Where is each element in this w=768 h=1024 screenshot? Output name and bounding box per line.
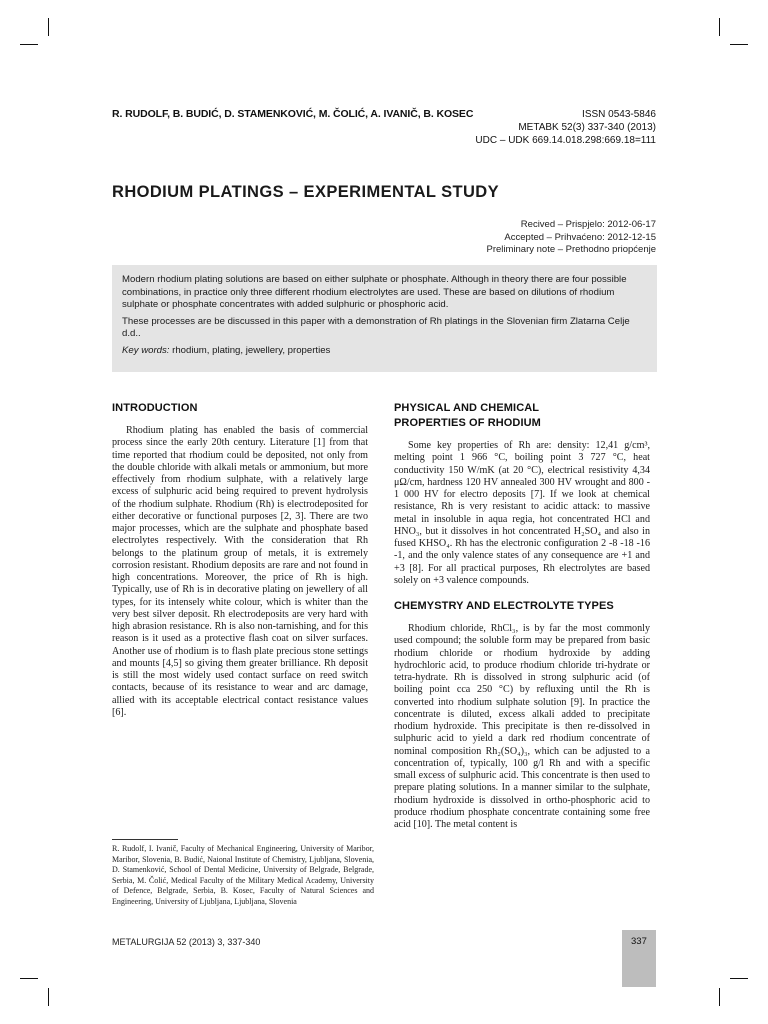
submission-dates [486, 219, 656, 257]
right-column [394, 401, 650, 831]
footnote-divider [112, 839, 178, 840]
author-list: R. RUDOLF, B. BUDIĆ, D. STAMENKOVIĆ, M. ČOLIĆ, A. IVANIČ, B. KOSEC [112, 108, 474, 120]
received-date: Recived – Prispjelo: 2012-06-17 [520, 219, 656, 230]
crop-mark [730, 978, 748, 979]
journal-metadata [475, 108, 656, 147]
accepted-date: Accepted – Prihvaćeno: 2012-12-15 [504, 231, 656, 243]
author-affiliations: R. Rudolf, I. Ivanič, Faculty of Mechanical Engineering, University of Maribor, Maribor, Slovenia, B. Budić, Naional Institute of Chemistry, Ljubljana, Slovenia, D. Stamenković, School of Dental Medicine, University of Belgrade, Belgrade, Serbia, M. Čolić, Medical Faculty of the Military Medical Academy, University of Defence, Belgrade, Serbia, B. Kosec, Faculty of Natural Sciences and Engineering, University of Ljubljana, Ljubljana, Slovenia [112, 844, 374, 906]
left-column [112, 401, 368, 719]
section-heading-physical [394, 401, 650, 431]
abstract-box [112, 265, 657, 372]
crop-mark [20, 44, 38, 45]
crop-mark [20, 978, 38, 979]
metabk: METABK 52(3) 337-340 (2013) [518, 122, 656, 133]
heading-line: PROPERTIES OF RHODIUM [394, 417, 541, 429]
section-heading-chemistry: CHEMYSTRY AND ELECTROLYTE TYPES [394, 600, 614, 612]
article-type: Preliminary note – Prethodno priopćenje [486, 244, 656, 255]
crop-mark [48, 988, 49, 1006]
abstract-paragraph: These processes are be discussed in this paper with a demonstration of Rh platings in the Slovenian firm Zlatarna Celje d.d.. [122, 315, 630, 340]
issn: ISSN 0543-5846 [582, 109, 656, 120]
crop-mark [719, 988, 720, 1006]
chemistry-text: Rhodium chloride, RhCl₃, is by far the most commonly used compound; the soluble form may be prepared from basic rhodium chloride or rhodium hydroxide by adding hydrochloric acid, to produce rhodium chloride tri-hydrate or tetra-hydrate. Rh is dissolved in strong sulphuric acid (of boiling point cca 250 °C) by refluxing until the Rh is converted into rhodium sulphate solution [9]. In practice the concentrate is diluted, excess alkali added to precipitate rhodium hydroxide. This precipitate is then re-dissolved in sulphuric acid to yield a dark red rhodium concentrate of nominal composition Rh₂(SO₄)₃, which can be adjusted to a concentration of, typically, 100 g/l Rh and with a specific small excess of sulphuric acid. This concentrate is then used to prepare plating solutions. In a manner similar to the sulphate, rhodium hydroxide is dissolved in ortho-phosphoric acid to produce rhodium phosphate concentrate containing some free acid [10]. The metal content is [394, 623, 650, 830]
abstract-paragraph: Modern rhodium plating solutions are based on either sulphate or phosphate. Although in theory there are four possible combinations, in practice only three different rhodium electrolytes are used. These are based on dilutions of rhodium sulphate or phosphate concentrates with added sulphuric or phosphoric acid. [122, 274, 627, 311]
crop-mark [719, 18, 720, 36]
keywords-list: rhodium, plating, jewellery, properties [169, 344, 331, 356]
paper-title: RHODIUM PLATINGS – EXPERIMENTAL STUDY [112, 183, 499, 201]
crop-mark [48, 18, 49, 36]
crop-mark [730, 44, 748, 45]
introduction-text: Rhodium plating has enabled the basis of commercial process since the early 20th century. Literature [1] from that time reported that rhodium could be deposited, not only from the double chloride with alkali metals or ammonium, but more effectively from rhodium sulphate, with a relatively large excess of sulphuric acid being required to prevent hydrolysis of the rhodium sulphate. Rhodium (Rh) is electrodeposited for either decorative or functional purposes [2, 3]. There are two major processes, which are the sulphate and phosphate based electrolytes respectively. With the consideration that Rh belongs to the platinum group of metals, it is extremely corrosion resistant. Rhodium deposits are rare and not found in high concentrations. Moreover, the price of Rh is high. Typically, use of Rh is in decorative plating on jewellery of all types, for its intensely white colour, which is whiter than the very best silver deposit. Rh electrodeposits are very hard with high abrasion resistance. Rh is also non-tarnishing, and for this reason is it used as a protective flash coat on silver surfaces. Another use of rhodium is to flash plate precious stone settings and mounts [4,5] so giving them greater brilliance. Rh deposit is still the most widely used contact surface on reed switch contacts, because of its resistance to wear and arc damage, allied with its acceptable electrical contact resistance values [6]. [112, 425, 368, 718]
physical-properties-text: Some key properties of Rh are: density: 12,41 g/cm³, melting point 1 966 °C, boiling point 3 727 °C, heat conductivity 150 W/mK (at 20 °C), electrical resistivity 4,34 μΩ/cm, hardness 120 HV annealed 300 HV wrought and 800 - 1 000 HV for electro deposits [7]. If we look at chemical resistance, Rh is very resistant to acidic attack: to massive metal in insoluble in aqua regia, hot concentrated HCl and HNO₃, but it dissolves in hot concentrated H₂SO₄ and also in fused KHSO₄. Rh has the electronic configuration 2 -8 -18 -16 -1, and the only valence states of any consequence are +1 and +3 [8]. For all practical purposes, Rh electrolytes are based solely on +3 valence compounds. [394, 440, 650, 586]
keywords [122, 345, 647, 358]
udc: UDC – UDK 669.14.018.298:669.18=111 [475, 135, 656, 146]
heading-line: PHYSICAL AND CHEMICAL [394, 402, 540, 414]
section-heading-introduction: INTRODUCTION [112, 402, 198, 414]
page-number: 337 [631, 936, 647, 947]
keywords-label: Key words: [122, 344, 170, 356]
footer-journal: METALURGIJA 52 (2013) 3, 337-340 [112, 937, 261, 947]
